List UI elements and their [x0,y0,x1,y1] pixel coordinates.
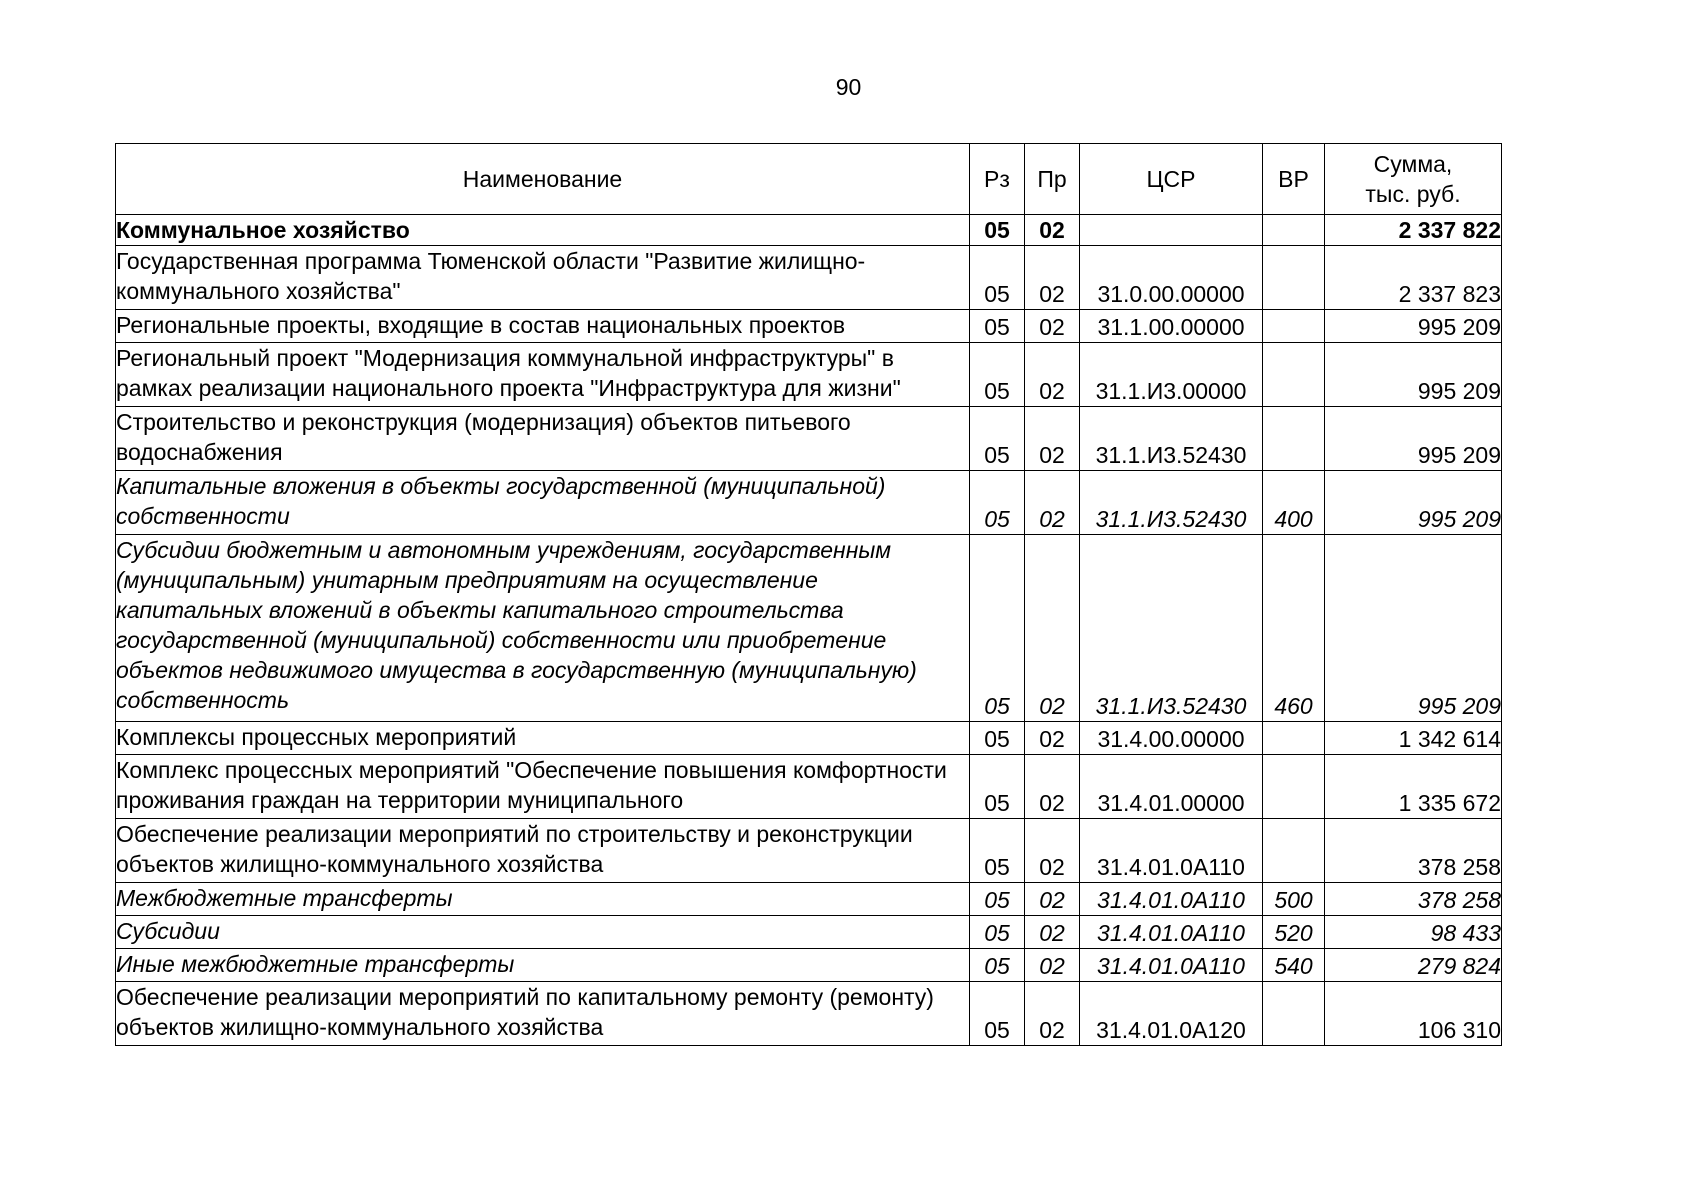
table-row [116,916,1502,949]
row-pr: 02 [1025,343,1080,407]
row-rz: 05 [970,535,1025,722]
row-name: Комплекс процессных мероприятий "Обеспечение повышения комфортности проживания граждан на территории муниципального [116,755,970,819]
row-sum: 378 258 [1325,883,1502,916]
row-csr: 31.1.И3.52430 [1080,535,1263,722]
row-csr: 31.1.И3.52430 [1080,407,1263,471]
row-csr: 31.0.00.00000 [1080,246,1263,310]
row-name: Обеспечение реализации мероприятий по строительству и реконструкции объектов жилищно-коммунального хозяйства [116,819,970,883]
row-name: Иные межбюджетные трансферты [116,949,970,982]
header-rz: Рз [970,144,1025,215]
row-name: Региональные проекты, входящие в состав национальных проектов [116,310,970,343]
row-name: Строительство и реконструкция (модернизация) объектов питьевого водоснабжения [116,407,970,471]
row-csr: 31.4.01.0A120 [1080,982,1263,1046]
row-pr: 02 [1025,949,1080,982]
row-sum: 995 209 [1325,535,1502,722]
row-pr: 02 [1025,215,1080,246]
row-pr: 02 [1025,982,1080,1046]
row-pr: 02 [1025,471,1080,535]
row-vr [1263,755,1325,819]
row-pr: 02 [1025,916,1080,949]
row-vr [1263,246,1325,310]
row-vr [1263,407,1325,471]
row-csr: 31.4.00.00000 [1080,722,1263,755]
row-name: Субсидии бюджетным и автономным учреждениям, государственным (муниципальным) унитарным предприятиям на осуществление капитальных вложений в объекты капитального строительства государственной (муниципальной) собственности или приобретение объектов недвижимого имущества в государственную (муниципальную) собственность [116,535,970,722]
row-csr: 31.4.01.0A110 [1080,949,1263,982]
row-csr: 31.1.И3.00000 [1080,343,1263,407]
row-rz: 05 [970,982,1025,1046]
row-sum: 995 209 [1325,471,1502,535]
header-vr: ВР [1263,144,1325,215]
table-row [116,722,1502,755]
row-name: Коммунальное хозяйство [116,215,970,246]
row-vr [1263,343,1325,407]
row-rz: 05 [970,215,1025,246]
row-sum: 98 433 [1325,916,1502,949]
table-row [116,246,1502,310]
row-vr [1263,722,1325,755]
table-row [116,755,1502,819]
row-rz: 05 [970,471,1025,535]
table-row [116,343,1502,407]
row-pr: 02 [1025,246,1080,310]
table-row [116,819,1502,883]
row-csr: 31.1.И3.52430 [1080,471,1263,535]
row-vr: 400 [1263,471,1325,535]
row-name: Государственная программа Тюменской области "Развитие жилищно-коммунального хозяйства" [116,246,970,310]
row-sum: 106 310 [1325,982,1502,1046]
row-vr [1263,819,1325,883]
row-csr: 31.4.01.0A110 [1080,819,1263,883]
row-sum: 378 258 [1325,819,1502,883]
row-rz: 05 [970,407,1025,471]
row-rz: 05 [970,310,1025,343]
row-name: Капитальные вложения в объекты государственной (муниципальной) собственности [116,471,970,535]
table-row [116,407,1502,471]
row-csr: 31.1.00.00000 [1080,310,1263,343]
header-sum [1325,144,1502,215]
table-row [116,982,1502,1046]
row-rz: 05 [970,883,1025,916]
header-sum-line1: Сумма, [1373,151,1453,177]
row-sum: 2 337 823 [1325,246,1502,310]
page-number: 90 [835,74,862,100]
row-pr: 02 [1025,535,1080,722]
table-row [116,535,1502,722]
row-vr [1263,310,1325,343]
row-pr: 02 [1025,755,1080,819]
row-rz: 05 [970,343,1025,407]
row-vr: 520 [1263,916,1325,949]
row-name: Комплексы процессных мероприятий [116,722,970,755]
table-header-row [116,144,1502,215]
row-rz: 05 [970,246,1025,310]
row-rz: 05 [970,819,1025,883]
row-sum: 995 209 [1325,343,1502,407]
row-pr: 02 [1025,883,1080,916]
table-row [116,949,1502,982]
budget-table [115,143,1502,1046]
table-row [116,471,1502,535]
row-sum: 995 209 [1325,407,1502,471]
row-csr: 31.4.01.0A110 [1080,883,1263,916]
header-name: Наименование [116,144,970,215]
table-row [116,883,1502,916]
row-vr [1263,982,1325,1046]
row-name: Межбюджетные трансферты [116,883,970,916]
row-rz: 05 [970,916,1025,949]
row-vr: 540 [1263,949,1325,982]
row-name: Региональный проект "Модернизация коммунальной инфраструктуры" в рамках реализации национального проекта "Инфраструктура для жизни" [116,343,970,407]
row-pr: 02 [1025,407,1080,471]
row-pr: 02 [1025,722,1080,755]
row-pr: 02 [1025,819,1080,883]
row-rz: 05 [970,722,1025,755]
row-vr: 500 [1263,883,1325,916]
row-csr: 31.4.01.00000 [1080,755,1263,819]
header-sum-line2: тыс. руб. [1365,181,1461,207]
row-vr [1263,215,1325,246]
header-csr: ЦСР [1080,144,1263,215]
row-pr: 02 [1025,310,1080,343]
row-rz: 05 [970,755,1025,819]
row-sum: 279 824 [1325,949,1502,982]
row-sum: 2 337 822 [1325,215,1502,246]
row-csr [1080,215,1263,246]
table-row [116,215,1502,246]
row-sum: 1 335 672 [1325,755,1502,819]
row-sum: 1 342 614 [1325,722,1502,755]
table-row [116,310,1502,343]
row-name: Обеспечение реализации мероприятий по капитальному ремонту (ремонту) объектов жилищно-коммунального хозяйства [116,982,970,1046]
row-vr: 460 [1263,535,1325,722]
header-pr: Пр [1025,144,1080,215]
row-sum: 995 209 [1325,310,1502,343]
row-name: Субсидии [116,916,970,949]
row-csr: 31.4.01.0A110 [1080,916,1263,949]
row-rz: 05 [970,949,1025,982]
